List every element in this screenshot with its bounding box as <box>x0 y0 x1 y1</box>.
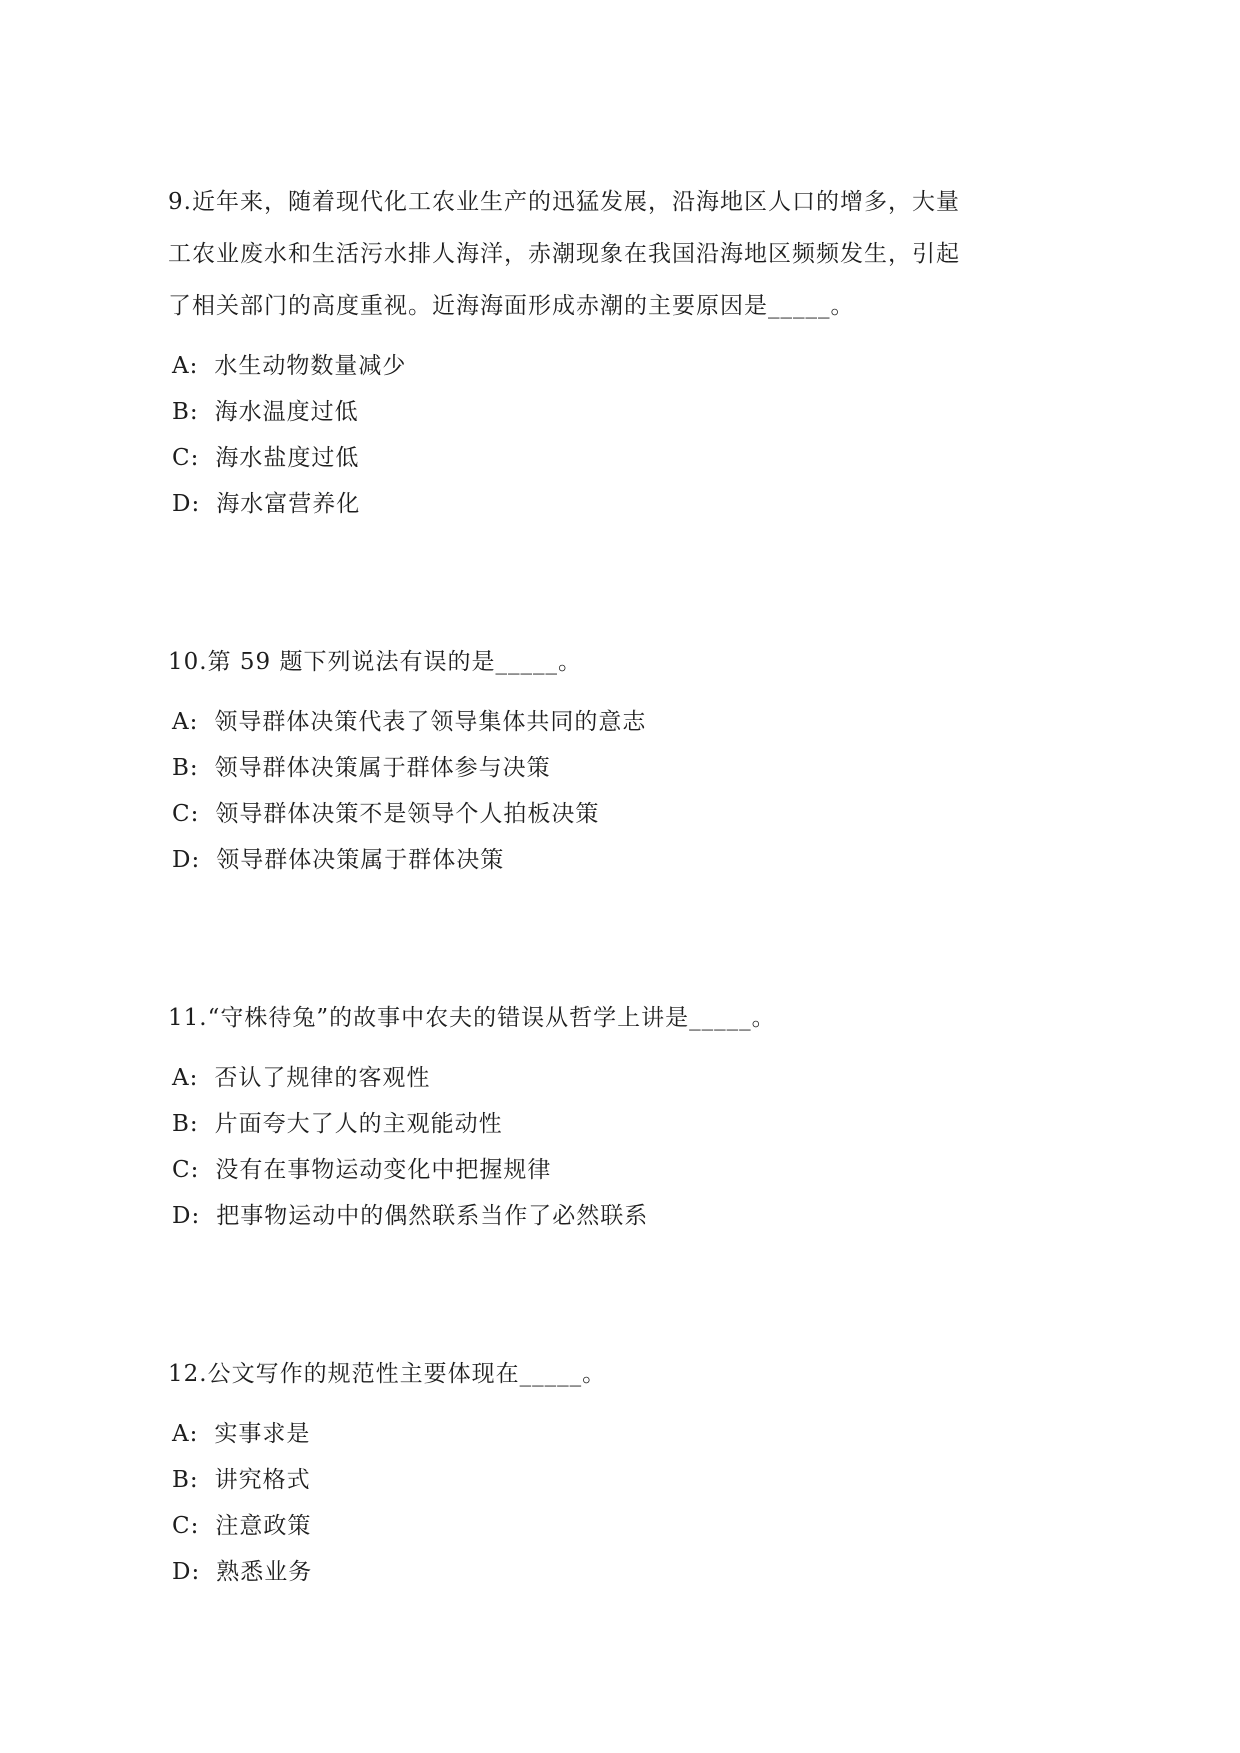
option-label: B: <box>172 399 199 425</box>
question-9-option-d <box>168 492 960 516</box>
option-label: A: <box>172 353 199 379</box>
option-text: 海水温度过低 <box>214 399 359 425</box>
option-text: 领导群体决策不是领导个人拍板决策 <box>215 801 600 827</box>
question-11-stem: 11.“守株待兔”的故事中农夫的错误从哲学上讲是_____。 <box>168 1005 776 1031</box>
option-text: 注意政策 <box>215 1513 312 1539</box>
question-12-option-d <box>168 1560 960 1584</box>
option-text: 没有在事物运动变化中把握规律 <box>215 1157 552 1183</box>
option-text: 把事物运动中的偶然联系当作了必然联系 <box>216 1203 649 1229</box>
option-text: 水生动物数量减少 <box>214 353 407 379</box>
option-text: 实事求是 <box>214 1421 311 1447</box>
option-text: 领导群体决策属于群体参与决策 <box>214 755 551 781</box>
question-9-option-a <box>168 354 960 378</box>
option-text: 否认了规律的客观性 <box>214 1065 431 1091</box>
option-label: D: <box>172 1203 201 1229</box>
option-label: B: <box>172 1467 199 1493</box>
question-12-option-c <box>168 1514 960 1538</box>
question-11-option-a <box>168 1066 960 1090</box>
option-label: A: <box>172 1421 199 1447</box>
question-9-option-c <box>168 446 960 470</box>
question-9 <box>168 176 960 516</box>
question-11-option-d <box>168 1204 960 1228</box>
question-10-option-c <box>168 802 960 826</box>
question-12-option-b <box>168 1468 960 1492</box>
question-11 <box>168 992 960 1228</box>
option-label: C: <box>172 801 200 827</box>
question-10 <box>168 636 960 872</box>
option-text: 海水富营养化 <box>216 491 361 517</box>
question-12-stem: 12.公文写作的规范性主要体现在_____。 <box>168 1361 607 1387</box>
option-label: C: <box>172 1513 200 1539</box>
option-text: 领导群体决策代表了领导集体共同的意志 <box>214 709 647 735</box>
option-text: 讲究格式 <box>214 1467 311 1493</box>
question-10-option-a <box>168 710 960 734</box>
question-12-option-a <box>168 1422 960 1446</box>
option-label: B: <box>172 1111 199 1137</box>
question-11-option-b <box>168 1112 960 1136</box>
option-label: D: <box>172 847 201 873</box>
question-10-option-d <box>168 848 960 872</box>
question-9-option-b <box>168 400 960 424</box>
question-10-stem: 10.第 59 题下列说法有误的是_____。 <box>168 649 582 675</box>
option-label: A: <box>172 709 199 735</box>
option-label: A: <box>172 1065 199 1091</box>
option-text: 领导群体决策属于群体决策 <box>216 847 505 873</box>
question-12 <box>168 1348 960 1584</box>
option-text: 熟悉业务 <box>216 1559 313 1585</box>
question-9-stem: 9.近年来，随着现代化工农业生产的迅猛发展，沿海地区人口的增多，大量工农业废水和生活污水排人海洋，赤潮现象在我国沿海地区频频发生，引起了相关部门的高度重视。近海海面形成赤潮的主要原因是_____。 <box>168 189 960 319</box>
option-label: B: <box>172 755 199 781</box>
question-11-option-c <box>168 1158 960 1182</box>
option-text: 片面夸大了人的主观能动性 <box>214 1111 503 1137</box>
question-10-option-b <box>168 756 960 780</box>
option-text: 海水盐度过低 <box>215 445 360 471</box>
option-label: D: <box>172 1559 201 1585</box>
option-label: C: <box>172 1157 200 1183</box>
option-label: C: <box>172 445 200 471</box>
option-label: D: <box>172 491 201 517</box>
